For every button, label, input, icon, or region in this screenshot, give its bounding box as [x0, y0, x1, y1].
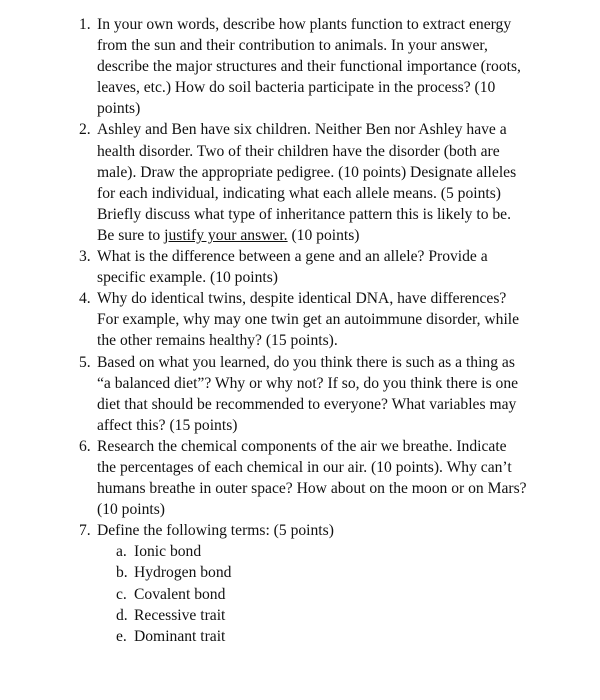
question-1 — [0, 14, 527, 119]
term-text: Ionic bond — [134, 543, 202, 561]
question-list — [0, 14, 600, 647]
term-text: Recessive trait — [134, 606, 226, 624]
question-number: 6. — [79, 437, 91, 455]
question-4 — [0, 288, 527, 351]
term-item-covalent-bond — [0, 584, 600, 605]
term-text: Dominant trait — [134, 627, 226, 645]
question-3 — [0, 246, 527, 288]
term-letter: a. — [116, 543, 127, 561]
question-text: What is the difference between a gene and an allele? Provide a specific example. (10 points) — [97, 248, 488, 287]
question-number: 3. — [79, 248, 91, 266]
term-text: Covalent bond — [134, 585, 226, 603]
term-item-dominant-trait — [0, 626, 600, 647]
term-text: Hydrogen bond — [134, 564, 232, 582]
question-7 — [0, 520, 527, 541]
term-letter: d. — [116, 606, 128, 624]
term-item-ionic-bond — [0, 541, 600, 562]
question-number: 1. — [79, 16, 91, 33]
question-text-after: (10 points) — [287, 226, 360, 244]
question-text: Define the following terms: (5 points) — [97, 522, 334, 540]
question-2 — [0, 119, 527, 246]
question-6 — [0, 436, 527, 520]
question-text: Research the chemical components of the air we breathe. Indicate the percentages of each chemical in our air. (10 points). Why can’t humans breathe in outer space? How about on the moon or on Mars? (10 points) — [97, 437, 527, 519]
question-text: In your own words, describe how plants function to extract energy from the sun and their contribution to animals. In your answer, describe the major structures and their functional importance (roots, leaves, etc.) How do soil bacteria participate in the process? (10 points) — [97, 16, 521, 118]
term-list — [0, 541, 600, 646]
term-letter: c. — [116, 585, 127, 603]
term-letter: b. — [116, 564, 128, 582]
question-text: Based on what you learned, do you think there is such as a thing as “a balanced diet”? Why or why not? If so, do you think there is one diet that should be recommended to everyone? What variables may affect this? (15 points) — [97, 353, 519, 434]
question-number: 7. — [79, 522, 91, 540]
question-number: 4. — [79, 290, 91, 308]
question-number: 5. — [79, 353, 91, 371]
question-5 — [0, 352, 527, 436]
question-text: Why do identical twins, despite identical DNA, have differences? For example, why may one twin get an autoimmune disorder, while the other remains healthy? (15 points). — [97, 290, 520, 350]
term-item-hydrogen-bond — [0, 562, 600, 583]
question-number: 2. — [79, 121, 91, 139]
question-text: Ashley and Ben have six children. Neither Ben nor Ashley have a health disorder. Two of their children have the disorder (both are male). Draw the appropriate pedigree. (10 points) Designate alleles for each individual, indicating what each allele means. (5 points) Briefly discuss what type of inheritance pattern this is likely to be. Be sure to — [97, 121, 517, 244]
underlined-text: justify your answer. — [164, 226, 288, 244]
term-letter: e. — [116, 627, 127, 645]
term-item-recessive-trait — [0, 605, 600, 626]
